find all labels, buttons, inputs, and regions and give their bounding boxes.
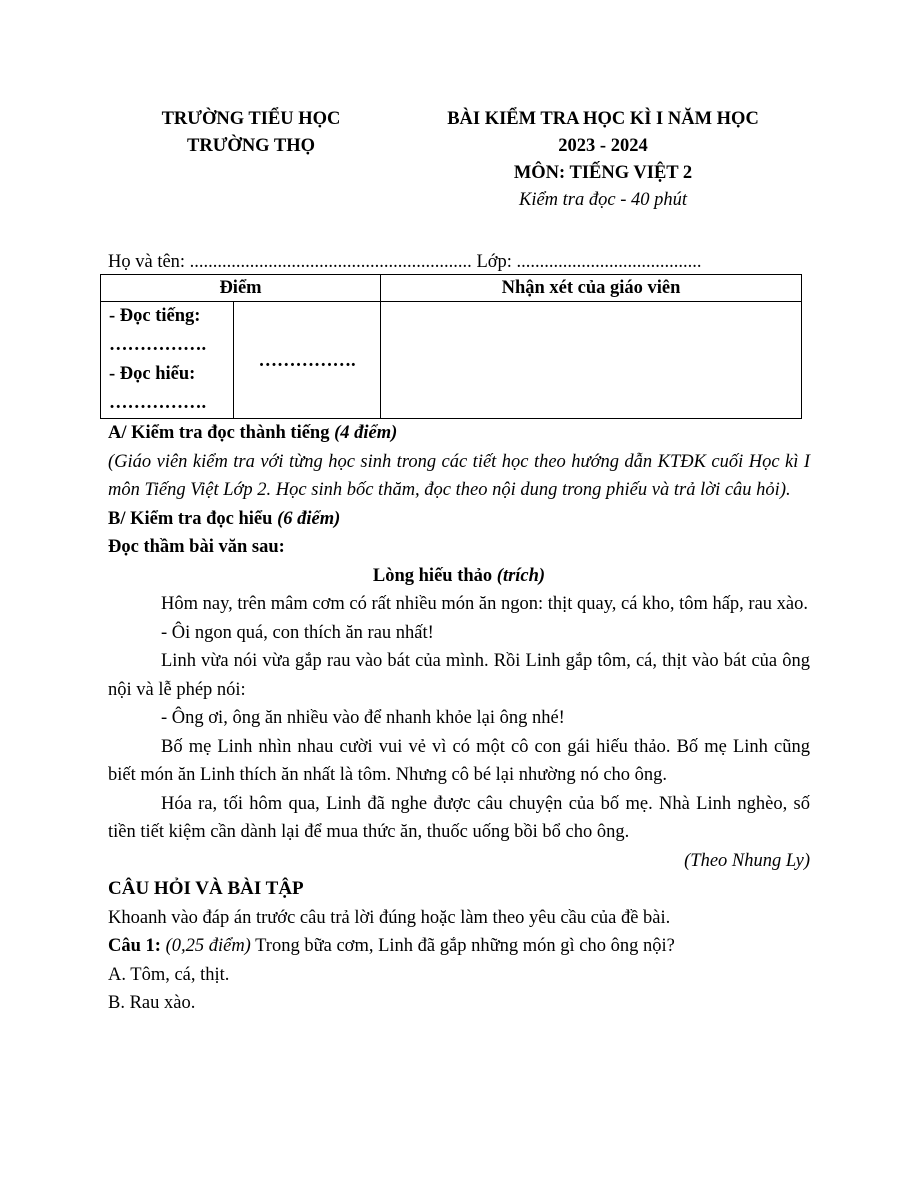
exam-duration: Kiểm tra đọc - 40 phút: [518, 190, 688, 210]
exam-title-block: [398, 106, 808, 214]
student-class-field[interactable]: Lớp: ........................................: [476, 252, 702, 272]
school-year: 2023 - 2024: [558, 136, 648, 156]
story-title-text: Lòng hiếu thảo: [372, 565, 493, 586]
reading-aloud-score[interactable]: …………….: [109, 335, 207, 355]
questions-heading: CÂU HỎI VÀ BÀI TẬP: [108, 878, 304, 899]
story-paragraph: - Ông ơi, ông ăn nhiều vào để nhanh khỏe lại ông nhé!: [161, 708, 565, 728]
question-1: [108, 932, 810, 961]
exam-title: BÀI KIỂM TRA HỌC KÌ I NĂM HỌC: [447, 109, 759, 129]
read-prompt: Đọc thầm bài văn sau:: [108, 537, 285, 557]
score-table: [100, 274, 802, 419]
question-1-option-a[interactable]: A. Tôm, cá, thịt.: [108, 964, 230, 985]
school-name: [108, 106, 394, 160]
document-header: [108, 106, 810, 220]
section-b-heading: B/ Kiểm tra đọc hiểu: [108, 508, 273, 529]
story-paragraph: Hôm nay, trên mâm cơm có rất nhiều món ăn ngon: thịt quay, cá kho, tôm hấp, rau xào.: [161, 594, 809, 614]
school-line-1: TRƯỜNG TIỂU HỌC: [161, 109, 341, 129]
questions-instruction: Khoanh vào đáp án trước câu trả lời đúng hoặc làm theo yêu cầu của đề bài.: [108, 907, 671, 928]
exam-page: [108, 106, 810, 1018]
story-title: [108, 562, 810, 591]
section-a-heading: A/ Kiểm tra đọc thành tiếng: [108, 423, 330, 443]
story-title-note: (trích): [496, 565, 546, 586]
story-paragraph: Linh vừa nói vừa gắp rau vào bát của mình. Rồi Linh gắp tôm, cá, thịt vào bát của ông nội và lễ phép nói:: [108, 651, 810, 700]
school-line-2: TRƯỜNG THỌ: [187, 136, 315, 156]
section-a-instruction: (Giáo viên kiểm tra với từng học sinh trong các tiết học theo hướng dẫn KTĐK cuối Học kì I môn Tiếng Việt Lớp 2. Học sinh bốc thăm, đọc theo nội dung trong phiếu và trả lời câu hỏi).: [108, 451, 810, 500]
question-1-text: Trong bữa cơm, Linh đã gắp những món gì cho ông nội?: [255, 936, 675, 956]
reading-aloud-label: - Đọc tiếng:: [109, 306, 201, 326]
subject-title: MÔN: TIẾNG VIỆT 2: [513, 163, 693, 183]
teacher-comment-cell[interactable]: [381, 302, 802, 419]
question-1-label: Câu 1:: [108, 936, 161, 956]
section-b-title: [108, 505, 810, 534]
total-score-value: …………….: [258, 351, 356, 371]
section-a-title: [108, 419, 810, 448]
total-score-cell[interactable]: [234, 302, 381, 419]
student-name-field[interactable]: Họ và tên: .............................................................: [108, 252, 472, 272]
question-1-points: (0,25 điểm): [165, 936, 251, 956]
score-column-header: Điểm: [101, 275, 381, 302]
student-info-line: [108, 250, 810, 274]
story-source: (Theo Nhung Ly): [684, 850, 810, 871]
story-paragraph: Hóa ra, tối hôm qua, Linh đã nghe được câu chuyện của bố mẹ. Nhà Linh nghèo, số tiền tiết kiệm cần dành lại để mua thức ăn, thuốc uống bồi bổ cho ông.: [108, 793, 810, 842]
story-paragraph: - Ôi ngon quá, con thích ăn rau nhất!: [161, 622, 434, 643]
question-1-option-b[interactable]: B. Rau xào.: [108, 993, 196, 1013]
reading-comprehension-score[interactable]: …………….: [109, 393, 207, 413]
section-a-points: (4 điểm): [334, 423, 398, 443]
score-breakdown-cell: [101, 302, 234, 419]
story-paragraph: Bố mẹ Linh nhìn nhau cười vui vẻ vì có một cô con gái hiếu thảo. Bố mẹ Linh cũng biết món ăn Linh thích ăn nhất là tôm. Nhưng cô bé lại nhường nó cho ông.: [108, 736, 810, 785]
section-b-points: (6 điểm): [277, 508, 341, 529]
teacher-comment-header: Nhận xét của giáo viên: [381, 275, 802, 302]
reading-comprehension-label: - Đọc hiểu:: [109, 364, 196, 384]
